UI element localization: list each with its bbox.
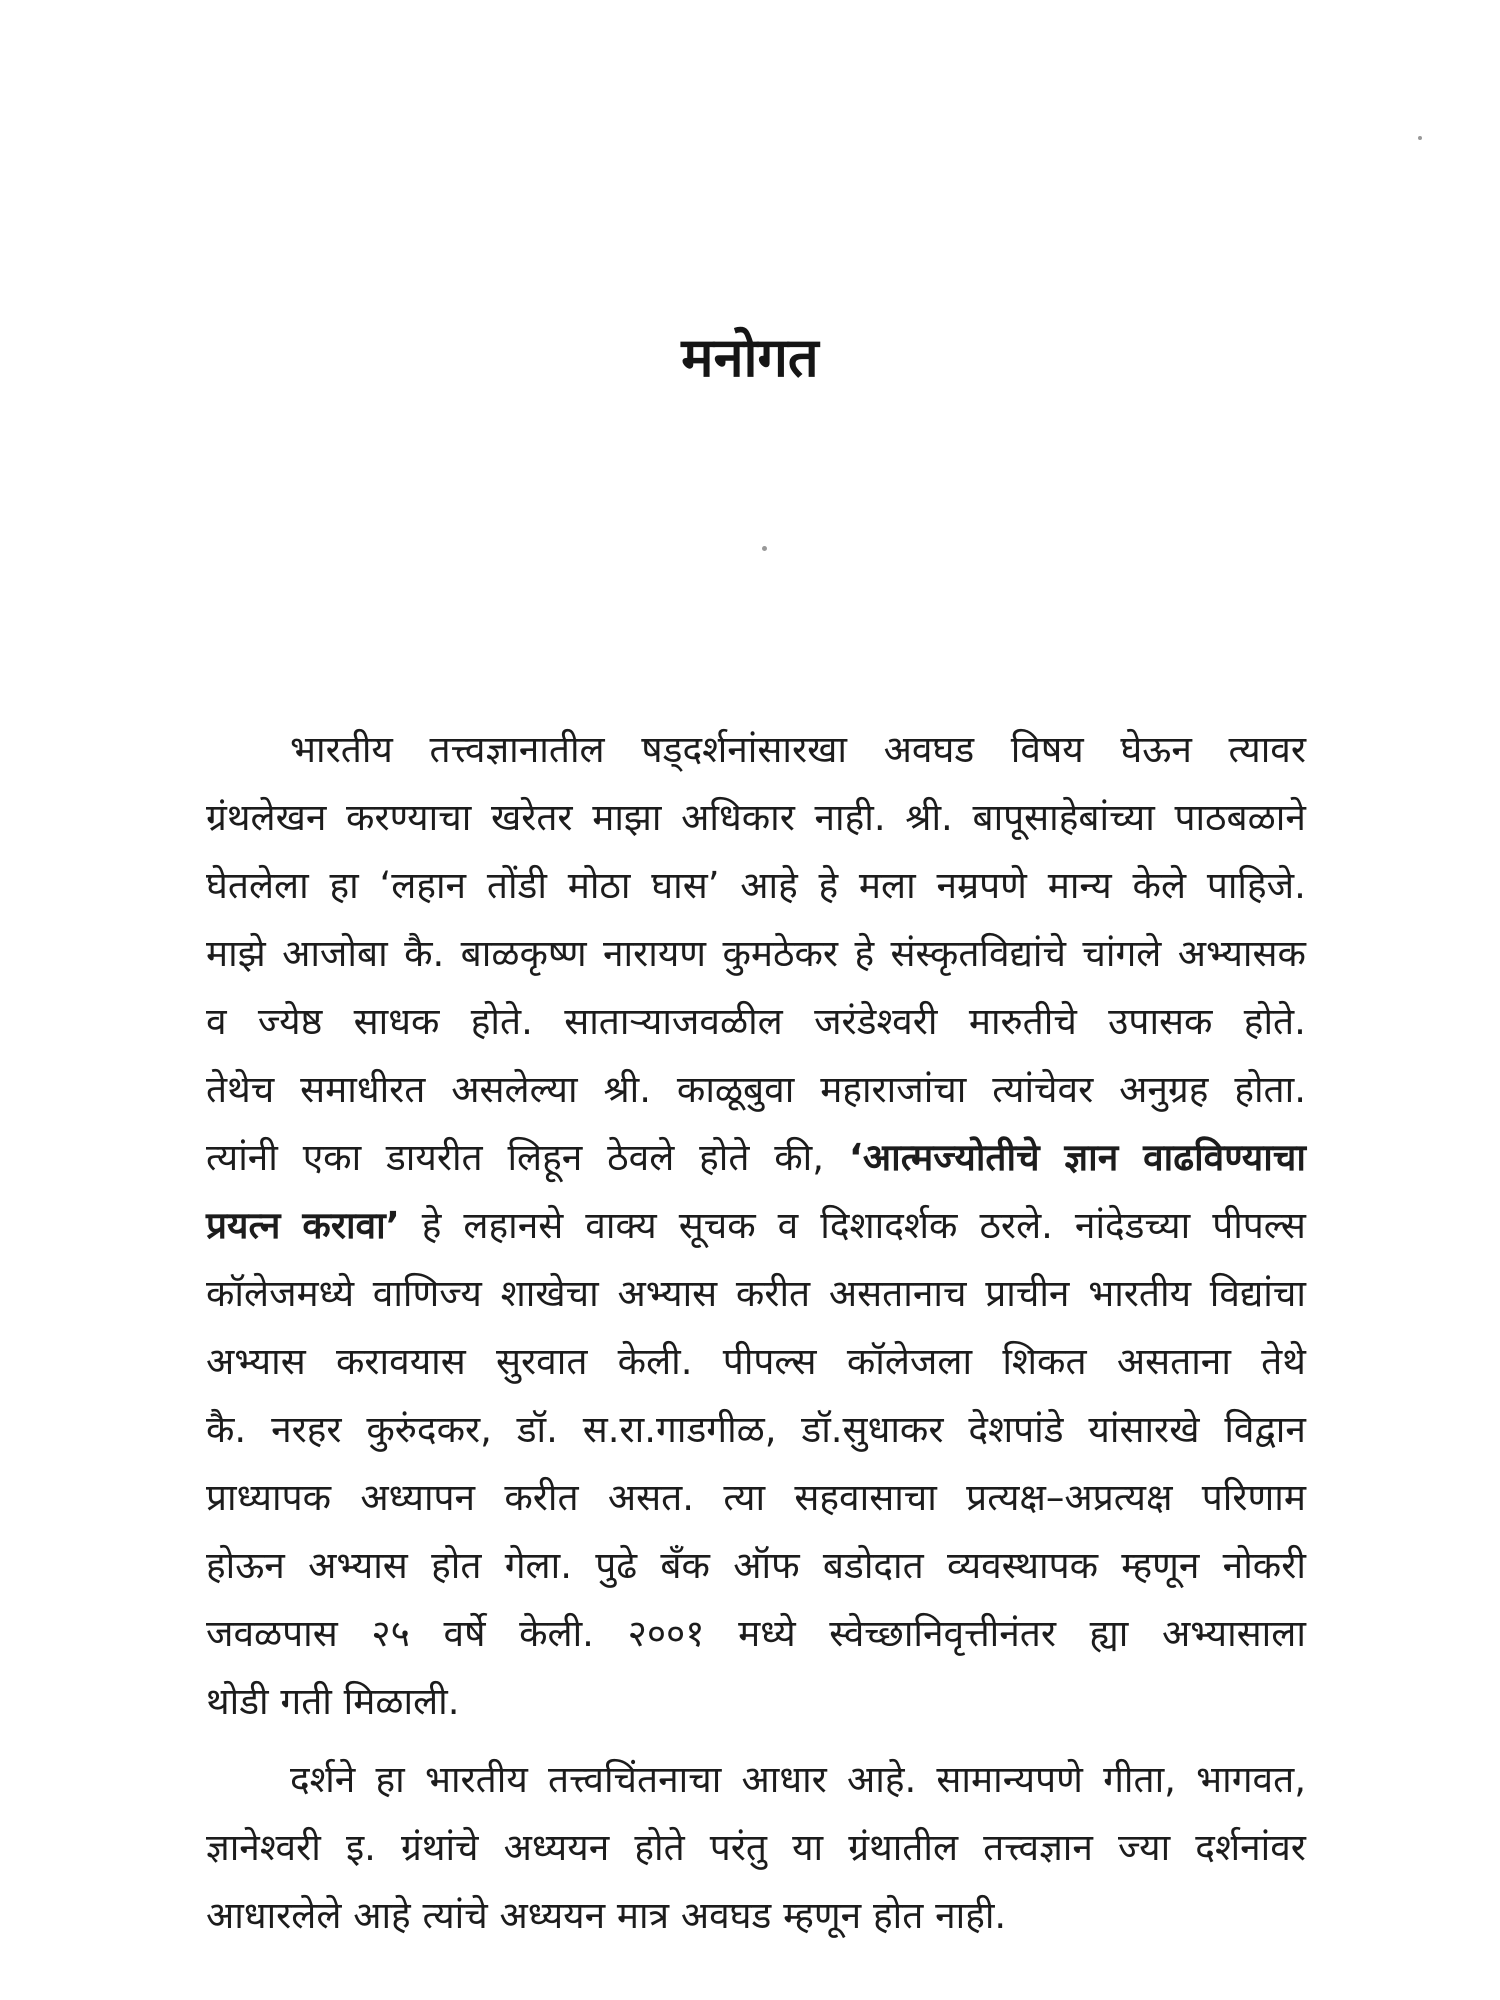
- word: कॉलेजला: [846, 1340, 973, 1383]
- word: गीता,: [1103, 1758, 1176, 1801]
- word: होते.: [470, 1000, 533, 1043]
- word: लिहून: [507, 1136, 583, 1179]
- word: प्रत्यक्ष–अप्रत्यक्ष: [966, 1476, 1173, 1519]
- word: दिशादर्शक: [820, 1204, 958, 1247]
- word: तेथेच: [206, 1068, 275, 1111]
- word: परिणाम: [1201, 1476, 1306, 1519]
- word: २००१: [627, 1612, 705, 1655]
- word: सुरवात: [496, 1340, 588, 1383]
- word: परंतु: [709, 1826, 767, 1869]
- word: षड्दर्शनांसारखा: [641, 728, 847, 771]
- word: आहे.: [847, 1758, 917, 1801]
- text-line: [206, 1124, 1306, 1192]
- word: सामान्यपणे: [936, 1758, 1083, 1801]
- word: विद्यांचा: [1209, 1272, 1306, 1315]
- text-line: [206, 988, 1306, 1056]
- word: शाखेचा: [500, 1272, 599, 1315]
- word: माझे: [206, 932, 266, 975]
- word: साताऱ्याजवळील: [564, 1000, 783, 1043]
- word: श्री.: [905, 796, 953, 839]
- word: लहानसे: [463, 1204, 564, 1247]
- word: डॉ.: [516, 1408, 558, 1451]
- word: दर्शनांवर: [1195, 1826, 1306, 1869]
- word: नाही.: [814, 796, 886, 839]
- word: हे: [421, 1204, 442, 1247]
- body-text: [206, 716, 1306, 1950]
- word: केली.: [617, 1340, 693, 1383]
- word: काळूबुवा: [676, 1068, 795, 1111]
- word: श्री.: [603, 1068, 652, 1111]
- word: नोकरी: [1222, 1544, 1306, 1587]
- word: ‘लहान: [379, 864, 467, 907]
- word: त्यांनी: [206, 1136, 278, 1179]
- word: बाळकृष्ण: [460, 932, 587, 975]
- word: पीपल्स: [722, 1340, 817, 1383]
- word: असताना: [1116, 1340, 1231, 1383]
- word: ह्या: [1089, 1612, 1129, 1655]
- word: होत: [431, 1544, 482, 1587]
- word: आधार: [741, 1758, 827, 1801]
- word: करावा’: [302, 1204, 400, 1247]
- text-line: [206, 1668, 1306, 1736]
- word: मान्य: [1047, 864, 1112, 907]
- word: या: [792, 1826, 824, 1869]
- dust-speck: [762, 546, 767, 551]
- word: वर्षे: [443, 1612, 486, 1655]
- word: २५: [371, 1612, 410, 1655]
- dust-speck: [1418, 136, 1422, 140]
- word: करीत: [735, 1272, 811, 1315]
- word: नम्रपणे: [936, 864, 1027, 907]
- word: स.रा.गाडगीळ,: [582, 1408, 777, 1451]
- word: अवघड: [883, 728, 975, 771]
- word: खरेतर: [490, 796, 573, 839]
- word: होता.: [1234, 1068, 1306, 1111]
- word: होऊन: [206, 1544, 285, 1587]
- word: ज्येष्ठ: [257, 1000, 323, 1043]
- word: अध्ययन: [499, 1894, 606, 1937]
- text-line: [206, 1600, 1306, 1668]
- word: घेऊन: [1120, 728, 1192, 771]
- text-line: [206, 1260, 1306, 1328]
- text-line: [206, 1056, 1306, 1124]
- word: महाराजांचा: [820, 1068, 967, 1111]
- word: नारायण: [602, 932, 707, 975]
- word: होत: [872, 1894, 924, 1937]
- paragraph-gap: [206, 1736, 1306, 1746]
- word: प्राध्यापक: [206, 1476, 332, 1519]
- word: दर्शने: [290, 1758, 356, 1801]
- word: करावयास: [335, 1340, 466, 1383]
- word: जरंडेश्वरी: [814, 1000, 938, 1043]
- word: हा: [329, 864, 359, 907]
- word: ग्रंथातील: [848, 1826, 959, 1869]
- word: त्यांचेवर: [992, 1068, 1094, 1111]
- word: कॉलेजमध्ये: [206, 1272, 355, 1315]
- word: अभ्यास: [206, 1340, 306, 1383]
- word: होते: [699, 1136, 750, 1179]
- word: पाठबळाने: [1174, 796, 1306, 839]
- word: बडोदात: [822, 1544, 924, 1587]
- word: साधक: [353, 1000, 440, 1043]
- word: कै.: [206, 1408, 247, 1451]
- text-line: [206, 1746, 1306, 1814]
- text-line: [206, 716, 1306, 784]
- word: ज्ञानेश्वरी: [206, 1826, 321, 1869]
- word: पाहिजे.: [1206, 864, 1306, 907]
- word: पीपल्स: [1212, 1204, 1306, 1247]
- word: हे: [854, 932, 875, 975]
- word: नांदेडच्या: [1074, 1204, 1191, 1247]
- word: इ.: [345, 1826, 376, 1869]
- word: अधिकार: [681, 796, 795, 839]
- word: विषय: [1010, 728, 1084, 771]
- word: आहे: [740, 864, 798, 907]
- word: तेथे: [1261, 1340, 1306, 1383]
- text-line: [206, 784, 1306, 852]
- word: त्या: [723, 1476, 766, 1519]
- word: अभ्यास: [617, 1272, 718, 1315]
- word: प्रयत्न: [206, 1204, 281, 1247]
- word: होते.: [1243, 1000, 1306, 1043]
- word: भारतीय: [1088, 1272, 1192, 1315]
- word: माझा: [592, 796, 662, 839]
- word: आधारलेले: [206, 1894, 342, 1937]
- text-line: [206, 852, 1306, 920]
- word: ज्या: [1118, 1826, 1171, 1869]
- word: स्वेच्छानिवृत्तीनंतर: [829, 1612, 1056, 1655]
- word: व: [777, 1204, 799, 1247]
- text-line: [206, 1396, 1306, 1464]
- word: ज्ञान: [1064, 1136, 1119, 1179]
- word: संस्कृतविद्यांचे: [890, 932, 1066, 975]
- word: जवळपास: [206, 1612, 338, 1655]
- word: शिकत: [1002, 1340, 1087, 1383]
- word: हा: [375, 1758, 405, 1801]
- word: वाणिज्य: [372, 1272, 482, 1315]
- word: तत्त्वज्ञानातील: [429, 728, 605, 771]
- word: मारुतीचे: [968, 1000, 1077, 1043]
- word: हे: [818, 864, 839, 907]
- text-line: [206, 1464, 1306, 1532]
- word: केली.: [519, 1612, 594, 1655]
- word: उपासक: [1108, 1000, 1213, 1043]
- word: त्यांचे: [422, 1894, 488, 1937]
- word: भागवत,: [1196, 1758, 1306, 1801]
- word: असतानाच: [828, 1272, 967, 1315]
- word: अध्यापन: [360, 1476, 476, 1519]
- word: ऑफ: [733, 1544, 800, 1587]
- text-line: [206, 1814, 1306, 1882]
- word: अनुग्रह: [1119, 1068, 1209, 1111]
- word: घेतलेला: [206, 864, 309, 907]
- word: प्राचीन: [985, 1272, 1070, 1315]
- word: थोडी: [206, 1680, 269, 1723]
- text-line: [206, 1532, 1306, 1600]
- word: बापूसाहेबांच्या: [972, 796, 1155, 839]
- word: म्हणून: [783, 1894, 862, 1937]
- word: डायरीत: [386, 1136, 483, 1179]
- word: डॉ.सुधाकर: [801, 1408, 944, 1451]
- word: पुढे: [595, 1544, 638, 1587]
- word: अभ्यासक: [1177, 932, 1306, 975]
- word: समाधीरत: [300, 1068, 426, 1111]
- word: अवघड: [680, 1894, 772, 1937]
- word: की,: [774, 1136, 825, 1179]
- word: तत्त्वचिंतनाचा: [548, 1758, 722, 1801]
- word: ठरले.: [979, 1204, 1053, 1247]
- word: देशपांडे: [968, 1408, 1064, 1451]
- text-line: [206, 1882, 1306, 1950]
- word: तोंडी: [486, 864, 547, 907]
- word: वाक्य: [585, 1204, 657, 1247]
- word: ग्रंथांचे: [400, 1826, 479, 1869]
- word: मिळाली.: [343, 1680, 460, 1723]
- word: आहे: [353, 1894, 411, 1937]
- word: होते: [634, 1826, 685, 1869]
- word: चांगले: [1082, 932, 1162, 975]
- word: तत्त्वज्ञान: [983, 1826, 1093, 1869]
- text-line: [206, 1192, 1306, 1260]
- word: अध्ययन: [503, 1826, 610, 1869]
- word: नरहर: [271, 1408, 342, 1451]
- word: असलेल्या: [451, 1068, 578, 1111]
- word: कुमठेकर: [722, 932, 839, 975]
- word: आजोबा: [282, 932, 388, 975]
- word: सहवासाचा: [794, 1476, 937, 1519]
- word: व्यवस्थापक: [947, 1544, 1098, 1587]
- word: मोठा: [567, 864, 631, 907]
- word: ठेवले: [607, 1136, 675, 1179]
- word: कै.: [404, 932, 445, 975]
- word: अभ्यास: [308, 1544, 408, 1587]
- word: सूचक: [678, 1204, 756, 1247]
- word: बँक: [660, 1544, 710, 1587]
- word: असत.: [607, 1476, 695, 1519]
- word: मला: [858, 864, 916, 907]
- word: करण्याचा: [346, 796, 472, 839]
- word: गती: [280, 1680, 332, 1723]
- word: केले: [1132, 864, 1187, 907]
- word: घास’: [651, 864, 720, 907]
- word: मध्ये: [738, 1612, 796, 1655]
- word: मात्र: [616, 1894, 670, 1937]
- word: ‘आत्मज्योतीचे: [848, 1136, 1040, 1179]
- word: ग्रंथलेखन: [206, 796, 327, 839]
- word: भारतीय: [424, 1758, 528, 1801]
- text-line: [206, 1328, 1306, 1396]
- word: यांसारखे: [1088, 1408, 1200, 1451]
- word: विद्वान: [1224, 1408, 1306, 1451]
- word: भारतीय: [290, 728, 393, 771]
- text-line: [206, 920, 1306, 988]
- word: त्यावर: [1228, 728, 1306, 771]
- word: वाढविण्याचा: [1143, 1136, 1306, 1179]
- word: करीत: [504, 1476, 579, 1519]
- word: म्हणून: [1121, 1544, 1200, 1587]
- word: गेला.: [504, 1544, 572, 1587]
- word: कुरुंदकर,: [366, 1408, 492, 1451]
- word: व: [206, 1000, 227, 1043]
- word: नाही.: [935, 1894, 1007, 1937]
- page-heading: मनोगत: [681, 326, 819, 389]
- word: अभ्यासाला: [1161, 1612, 1306, 1655]
- word: एका: [302, 1136, 362, 1179]
